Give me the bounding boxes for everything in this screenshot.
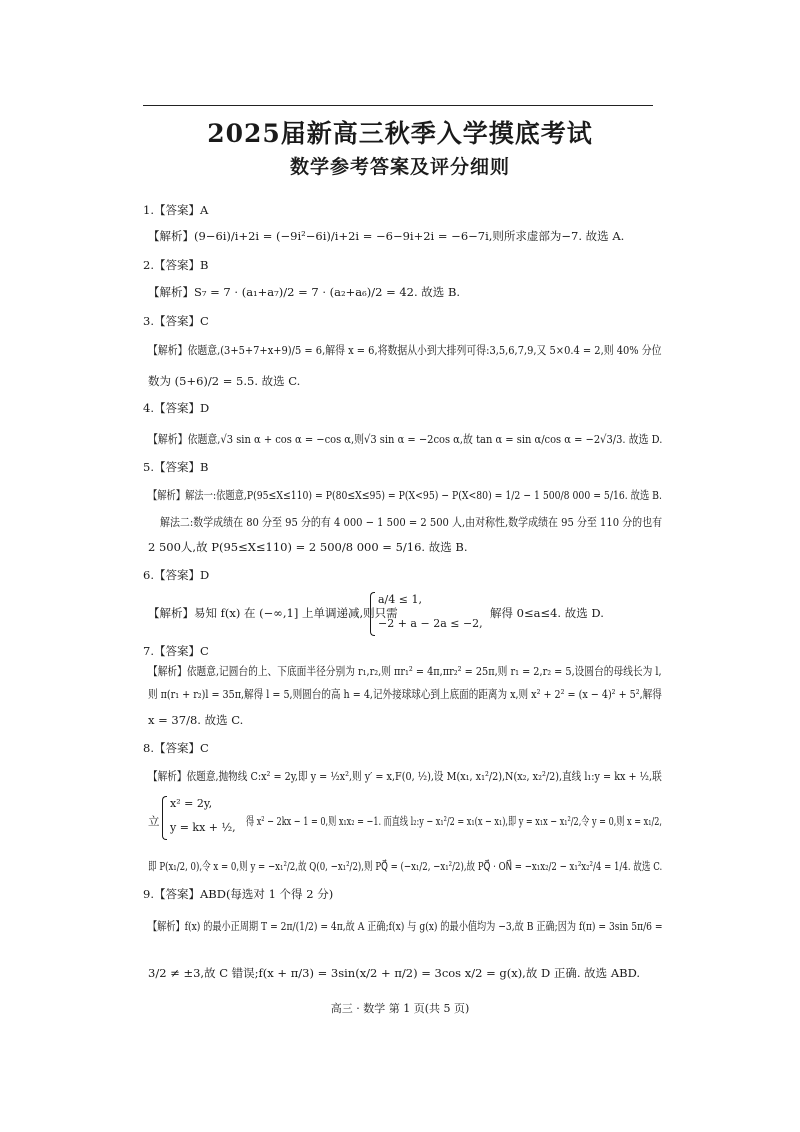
case-6-line-1: a/4 ≤ 1,: [378, 593, 422, 606]
solution-7-line-2: 则 π(r₁ + r₂)l = 35π,解得 l = 5,则圆台的高 h = 4,记外接球球心到上底面的距离为 x,则 x² + 2² = (x − 4)² + 5²,解得: [148, 687, 662, 701]
solution-2: 【解析】S₇ = 7 · (a₁+a₇)/2 = 7 · (a₂+a₆)/2 = 42. 故选 B.: [148, 285, 461, 299]
solution-7-line-1: 【解析】依题意,记圆台的上、下底面半径分别为 r₁,r₂,则 πr₁² = 4π,πr₂² = 25π,则 r₁ = 2,r₂ = 5,设圆台的母线长为 l,: [148, 664, 662, 678]
solution-6-part-a: 【解析】易知 f(x) 在 (−∞,1] 上单调递减,则只需: [148, 606, 398, 620]
page-footer: 高三 · 数学 第 1 页(共 5 页): [330, 1002, 470, 1015]
answer-3: 3.【答案】C: [143, 314, 209, 328]
answer-2: 2.【答案】B: [143, 258, 209, 272]
answer-5: 5.【答案】B: [143, 460, 209, 474]
answer-7: 7.【答案】C: [143, 644, 209, 658]
answer-6: 6.【答案】D: [143, 568, 210, 582]
solution-5-line-1: 【解析】解法一:依题意,P(95≤X≤110) = P(80≤X≤95) = P(X<95) − P(X<80) = 1/2 − 1 500/8 000 = 5/16. 故选 B.: [148, 488, 662, 502]
answer-4: 4.【答案】D: [143, 401, 210, 415]
page-title: 2025届新高三秋季入学摸底考试: [207, 119, 593, 148]
solution-8-line-2-prefix: 立: [148, 814, 160, 828]
answer-1: 1.【答案】A: [143, 203, 209, 217]
solution-9-line-2: 3/2 ≠ ±3,故 C 错误;f(x + π/3) = 3sin(x/2 + π/2) = 3cos x/2 = g(x),故 D 正确. 故选 ABD.: [148, 966, 641, 980]
case-8-line-2: y = kx + ½,: [170, 821, 236, 834]
solution-9-line-1: 【解析】f(x) 的最小正周期 T = 2π/(1/2) = 4π,故 A 正确;f(x) 与 g(x) 的最小值均为 −3,故 B 正确;因为 f(π) = 3sin 5π/6 =: [148, 919, 663, 933]
page-subtitle: 数学参考答案及评分细则: [289, 156, 510, 178]
solution-1: 【解析】(9−6i)/i+2i = (−9i²−6i)/i+2i = −6−9i+2i = −6−7i,则所求虚部为−7. 故选 A.: [148, 229, 625, 243]
solution-6-part-b: 解得 0≤a≤4. 故选 D.: [490, 606, 604, 620]
case-6-line-2: −2 + a − 2a ≤ −2,: [378, 617, 483, 630]
solution-3-line-2: 数为 (5+6)/2 = 5.5. 故选 C.: [148, 374, 301, 388]
solution-8-line-3: 即 P(x₁/2, 0),令 x = 0,则 y = −x₁²/2,故 Q(0, −x₁²/2),则 PQ⃗ = (−x₁/2, −x₁²/2),故 PQ⃗ · ON⃗ = −x₁x₂/2 − x₁²x₂²/4 = 1/4. 故选 C.: [148, 859, 663, 873]
solution-8-line-1: 【解析】依题意,抛物线 C:x² = 2y,即 y = ½x²,则 y′ = x,F(0, ½),设 M(x₁, x₁²/2),N(x₂, x₂²/2),直线 l₁:y = kx + ½,联: [148, 769, 662, 783]
solution-8-line-2: 得 x² − 2kx − 1 = 0,则 x₁x₂ = −1. 而直线 l₂:y − x₁²/2 = x₁(x − x₁),即 y = x₁x − x₁²/2,令 y = 0,则 x = x₁/2,: [246, 814, 662, 828]
case-system-6: [370, 592, 483, 636]
case-8-line-1: x² = 2y,: [170, 797, 213, 810]
solution-3-line-1: 【解析】依题意,(3+5+7+x+9)/5 = 6,解得 x = 6,将数据从小到大排列可得:3,5,6,7,9,又 5×0.4 = 2,则 40% 分位: [148, 343, 662, 357]
answer-9: 9.【答案】ABD(每选对 1 个得 2 分): [143, 887, 334, 901]
top-rule: [143, 105, 653, 106]
solution-7-line-3: x = 37/8. 故选 C.: [148, 713, 244, 727]
brace-icon: [370, 592, 375, 636]
solution-5-line-3: 2 500人,故 P(95≤X≤110) = 2 500/8 000 = 5/16. 故选 B.: [148, 540, 468, 554]
brace-icon: [162, 796, 167, 840]
solution-4: 【解析】依题意,√3 sin α + cos α = −cos α,则√3 sin α = −2cos α,故 tan α = sin α/cos α = −2√3/3. 故选 D.: [148, 432, 663, 446]
answer-8: 8.【答案】C: [143, 741, 209, 755]
solution-5-line-2: 解法二:数学成绩在 80 分至 95 分的有 4 000 − 1 500 = 2 500 人,由对称性,数学成绩在 95 分至 110 分的也有: [160, 515, 663, 529]
case-system-8: [162, 796, 242, 840]
